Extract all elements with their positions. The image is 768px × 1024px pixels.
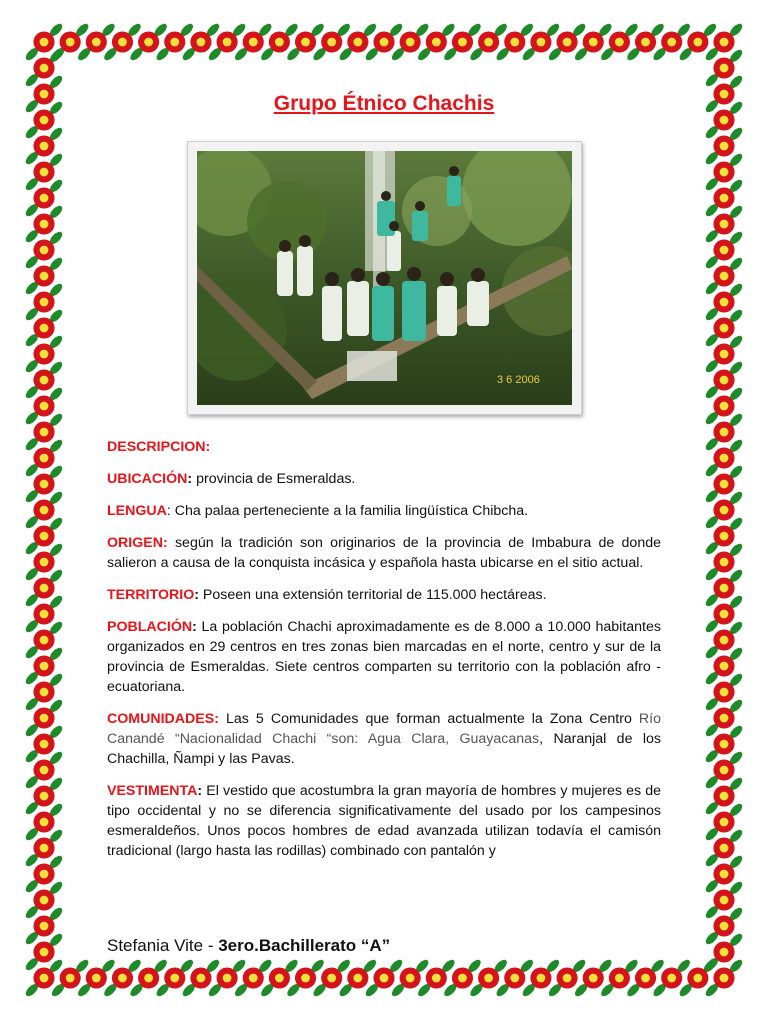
poblacion-text: La población Chachi aproximadamente es de 8.000 a 10.000 habitantes organizados en 29 centros en tres zonas bien marcadas en el norte, centro y sur de la provincia de Esmeraldas. Siete centros comparten su territorio con la población afro - ecuatoriana.	[107, 619, 661, 695]
poblacion-label: POBLACIÓN	[107, 619, 193, 635]
vestimenta-colon: :	[197, 783, 203, 799]
group-photo	[187, 141, 582, 415]
descripcion-label: DESCRIPCION:	[107, 439, 211, 455]
lengua-text: : Cha palaa perteneciente a la familia lingüística Chibcha.	[166, 503, 529, 519]
section-comunidades	[107, 709, 661, 769]
territorio-text: Poseen una extensión territorial de 115.000 hectáreas.	[198, 587, 547, 603]
comunidades-text-b: Río Canandé “Nacionalidad Chachi “son: Agua Clara, Guayacanas	[107, 711, 661, 747]
origen-label: ORIGEN:	[107, 535, 168, 551]
lengua-label: LENGUA	[107, 503, 167, 519]
origen-text: según la tradición son originarios de la provincia de Imbabura de donde salieron a causa de la conquista incásica y española hasta ubicarse en el sitio actual.	[107, 535, 661, 571]
section-descripcion	[107, 437, 661, 457]
section-vestimenta	[107, 781, 661, 861]
description-content	[107, 437, 661, 873]
comunidades-text-a: Las 5 Comunidades que forman actualmente la Zona Centro	[218, 711, 639, 727]
page-footer	[107, 936, 390, 956]
photo-date-stamp: 3 6 2006	[497, 374, 540, 386]
vestimenta-text: El vestido que acostumbra la gran mayoría de hombres y mujeres es de tipo occidental y no se diferencia significativamente del usado por los campesinos esmeraldeños. Unos pocos hombres de edad avanzada utilizan todavía el camisón tradicional (largo hasta las rodillas) combinado con pantalón y	[107, 783, 661, 859]
section-lengua	[107, 501, 661, 521]
author-name: Stefania Vite -	[107, 936, 219, 955]
section-origen	[107, 533, 661, 573]
territorio-label: TERRITORIO	[107, 587, 195, 603]
poblacion-colon: :	[192, 619, 197, 635]
territorio-colon: :	[194, 587, 199, 603]
ubicacion-colon: :	[187, 471, 193, 487]
course-label: 3ero.Bachillerato “A”	[218, 936, 391, 955]
page-title: Grupo Étnico Chachis	[273, 92, 495, 115]
vestimenta-label: VESTIMENTA	[107, 783, 198, 799]
forest-photo-image	[197, 151, 572, 405]
ubicacion-text: provincia de Esmeraldas.	[192, 471, 356, 487]
comunidades-text-c: , Naranjal de los Chachilla, Ñampi y las Pavas.	[107, 731, 661, 767]
ubicacion-label: UBICACIÓN	[107, 471, 188, 487]
section-poblacion	[107, 617, 661, 697]
section-ubicacion	[107, 469, 661, 489]
section-territorio	[107, 585, 661, 605]
comunidades-label: COMUNIDADES:	[107, 711, 219, 727]
